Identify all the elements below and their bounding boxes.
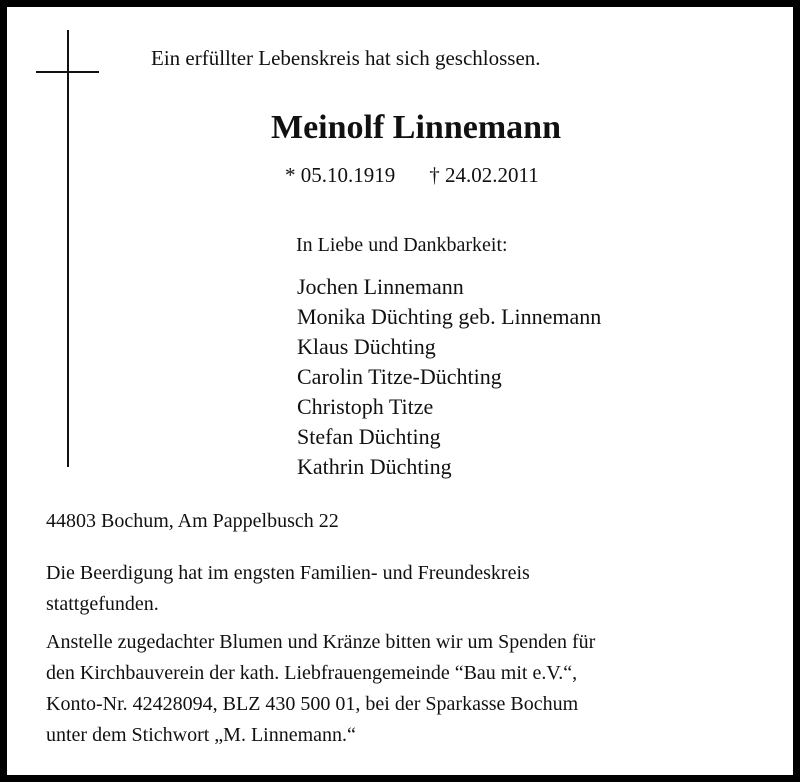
- funeral-paragraph: [46, 558, 766, 620]
- paragraph-line: den Kirchbauverein der kath. Liebfrauengemeinde “Bau mit e.V.“,: [46, 662, 578, 684]
- mourner-name: Stefan Düchting: [297, 424, 441, 449]
- mourner-name: Jochen Linnemann: [297, 274, 464, 299]
- thanks-line: In Liebe und Dankbarkeit:: [296, 234, 508, 256]
- mourner-name: Klaus Düchting: [297, 334, 436, 359]
- cross-vertical-bar: [67, 30, 69, 467]
- death-date: † 24.02.2011: [429, 163, 539, 187]
- mourner-name: Monika Düchting geb. Linnemann: [297, 304, 602, 329]
- address-line: 44803 Bochum, Am Pappelbusch 22: [46, 510, 339, 532]
- mourners-list: [297, 272, 601, 482]
- obituary-notice: [7, 7, 793, 775]
- mourner-name: Christoph Titze: [297, 394, 434, 419]
- cross-horizontal-bar: [36, 71, 99, 73]
- paragraph-line: Anstelle zugedachter Blumen und Kränze bitten wir um Spenden für: [46, 631, 596, 653]
- paragraph-line: Konto-Nr. 42428094, BLZ 430 500 01, bei der Sparkasse Bochum: [46, 693, 579, 715]
- donation-paragraph: [46, 627, 766, 751]
- life-dates: [285, 163, 539, 188]
- mourner-name: Carolin Titze-Düchting: [297, 364, 502, 389]
- deceased-name: Meinolf Linnemann: [271, 109, 561, 146]
- paragraph-line: Die Beerdigung hat im engsten Familien- und Freundeskreis: [46, 562, 530, 584]
- paragraph-line: unter dem Stichwort „M. Linnemann.“: [46, 724, 356, 746]
- motto-line: Ein erfüllter Lebenskreis hat sich geschlossen.: [151, 46, 541, 70]
- mourner-name: Kathrin Düchting: [297, 454, 452, 479]
- birth-date: * 05.10.1919: [285, 163, 396, 187]
- paragraph-line: stattgefunden.: [46, 593, 159, 615]
